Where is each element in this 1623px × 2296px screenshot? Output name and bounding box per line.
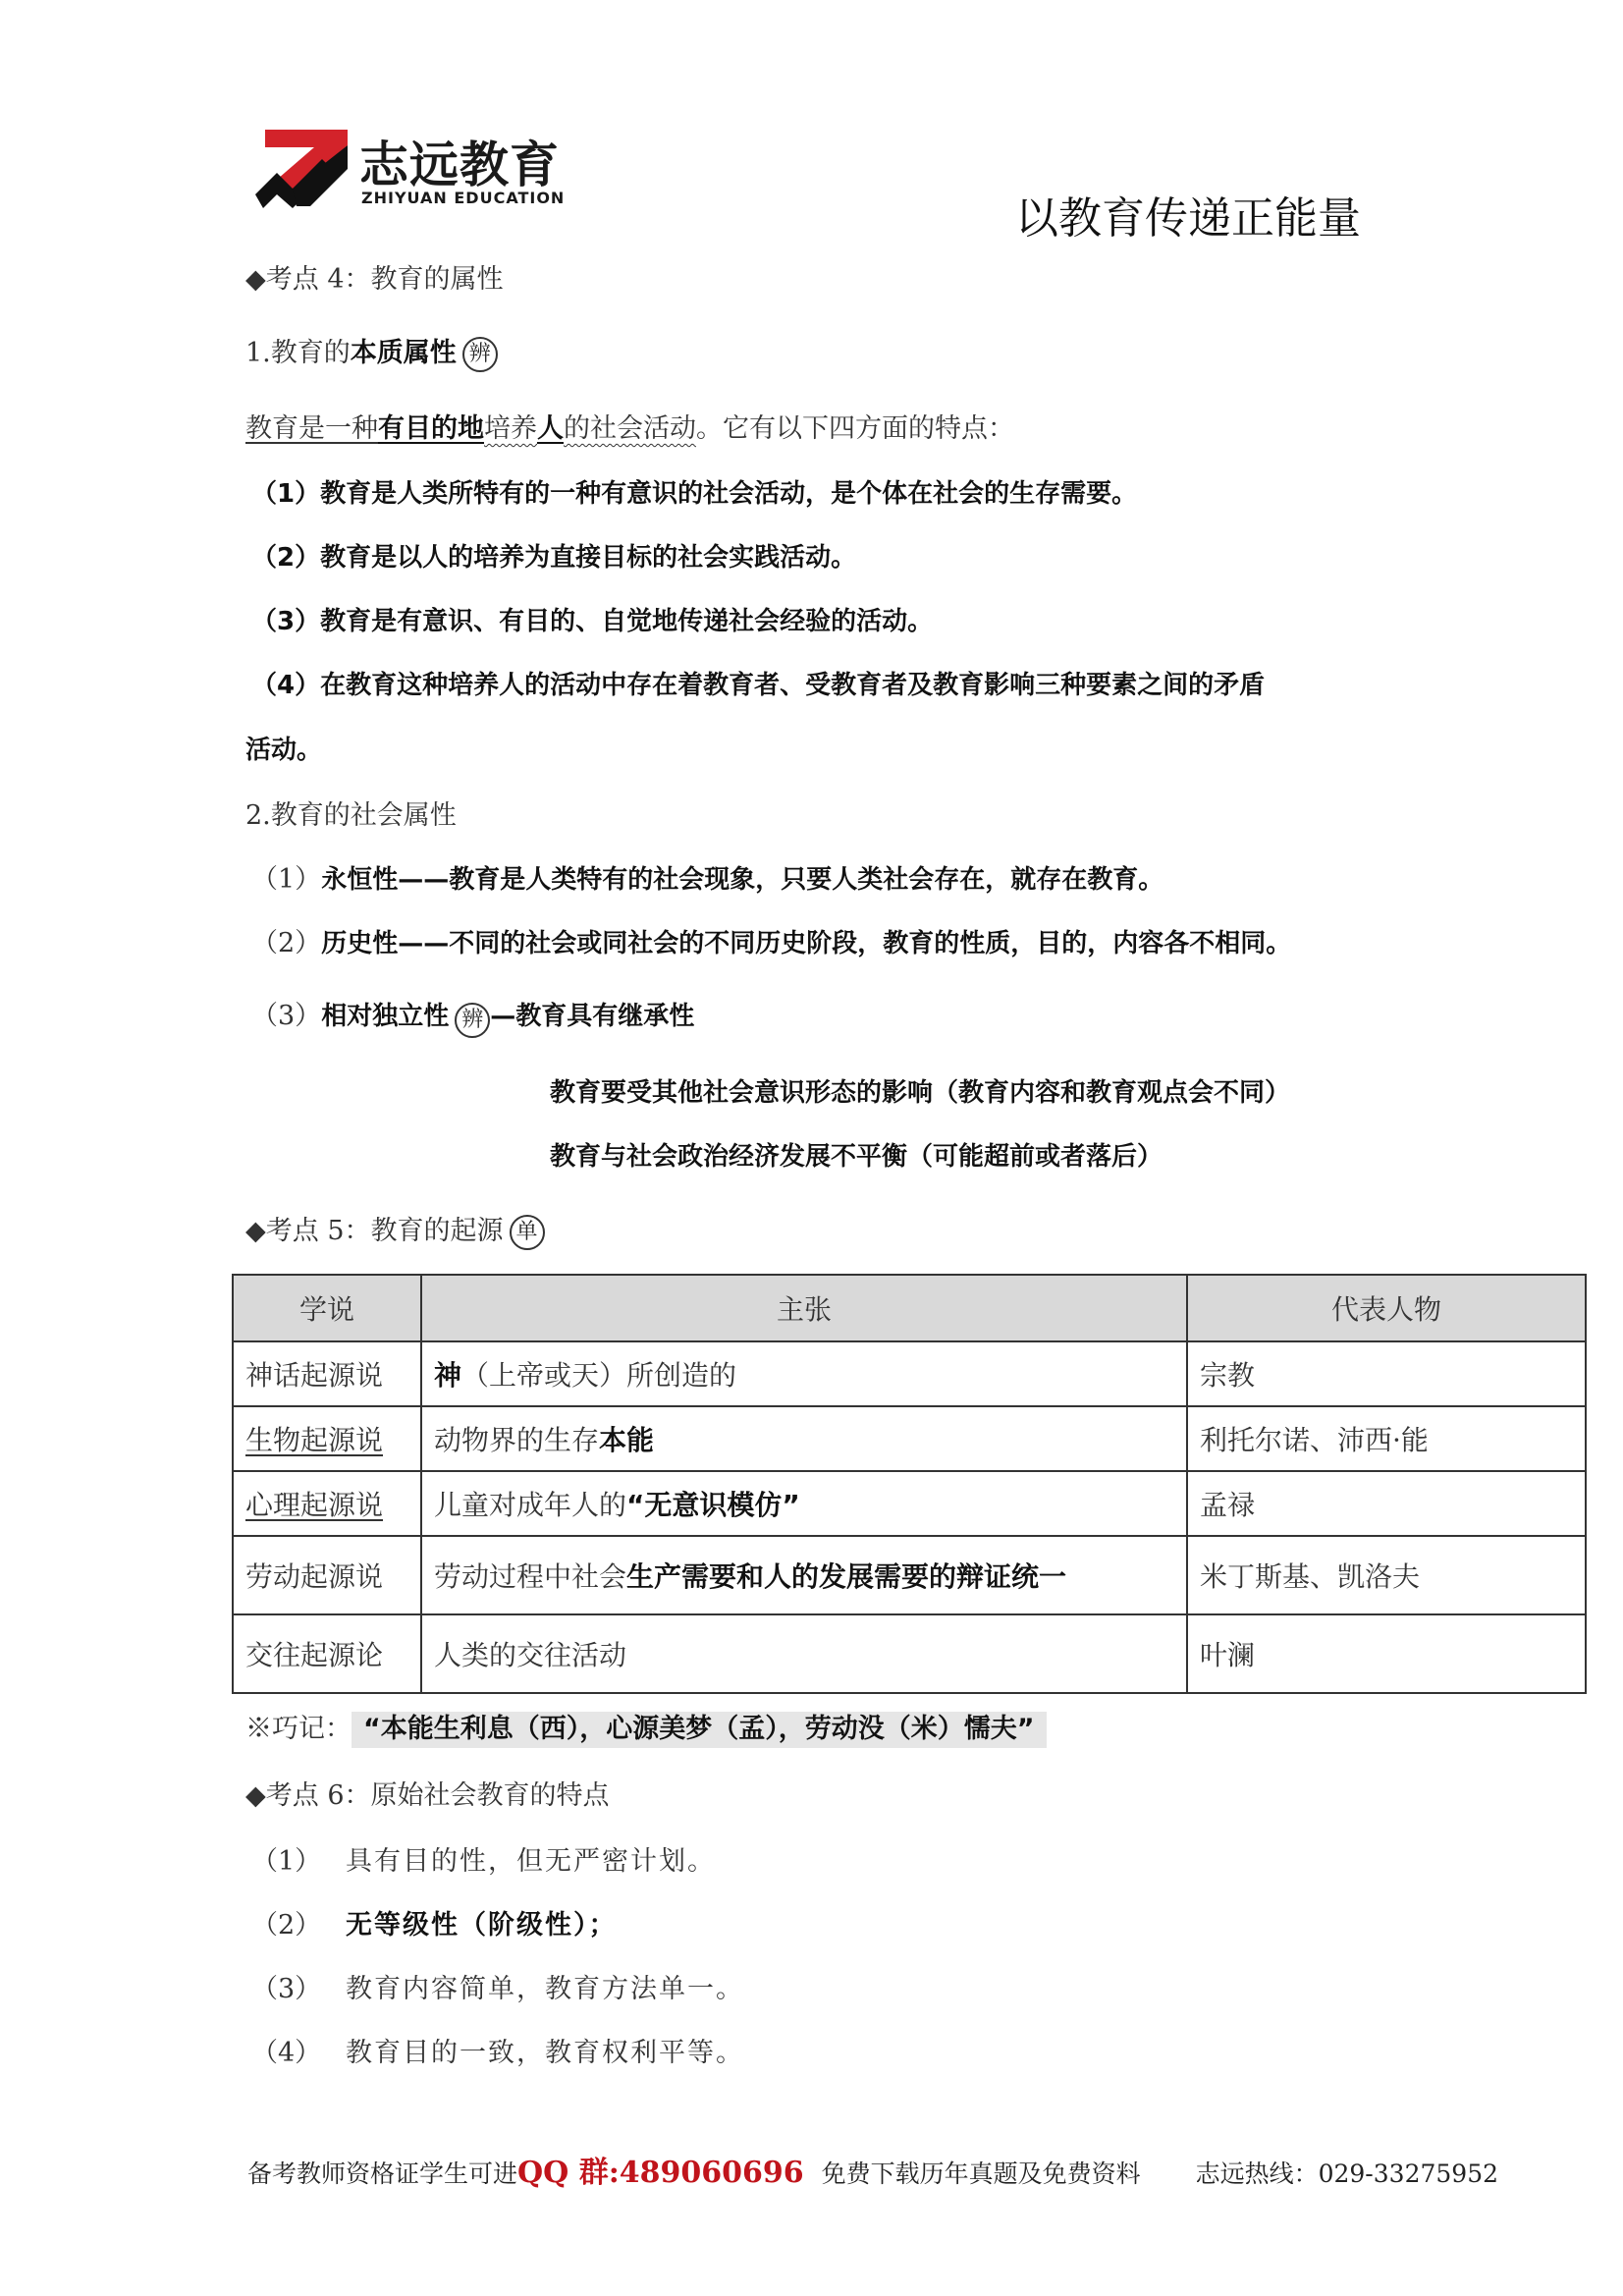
claim-cell	[421, 1536, 1187, 1614]
claim-text: 劳动过程中社会	[434, 1560, 627, 1593]
distinguish-stamp-icon: 辨	[455, 1003, 490, 1038]
def-part-b: 有目的地	[378, 413, 484, 444]
section-4-heading: ◆考点 4：教育的属性	[245, 264, 504, 295]
single-choice-stamp-icon: 单	[510, 1215, 545, 1250]
claim-text: （上帝或天）所创造的	[461, 1359, 737, 1392]
people-cell: 孟禄	[1187, 1471, 1586, 1536]
essence-point-1: （1）教育是人类所特有的一种有意识的社会活动，是个体在社会的生存需要。	[251, 479, 1138, 509]
part1-title-prefix: 1.教育的	[245, 338, 351, 368]
footer-prefix: 备考教师资格证学生可进	[247, 2159, 518, 2188]
item-text: 教育目的一致，教育权利平等。	[346, 2038, 744, 2068]
theory-text: 生物起源说	[245, 1424, 384, 1456]
list-item	[251, 1903, 618, 1941]
distinguish-stamp-icon: 辨	[462, 337, 498, 372]
zhiyuan-logo-icon	[253, 126, 352, 216]
table-header: 代表人物	[1187, 1275, 1586, 1341]
people-cell: 利托尔诺、沛西·能	[1187, 1406, 1586, 1471]
theory-text: 心理起源说	[245, 1489, 384, 1521]
claim-bold: 本能	[599, 1424, 655, 1456]
social-point-1-num: （1）	[251, 864, 322, 895]
slogan: 以教育传递正能量	[1015, 193, 1361, 244]
social-point-3-num: （3）	[251, 1001, 322, 1031]
item-num: （1）	[251, 1846, 322, 1877]
item-text: 具有目的性，但无严密计划。	[346, 1846, 716, 1877]
social-point-1	[251, 857, 1163, 896]
page-footer	[247, 2148, 1498, 2191]
theory-cell: 劳动起源说	[233, 1536, 421, 1614]
brand-name-en: ZHIYUAN EDUCATION	[361, 189, 566, 207]
footer-hotline: 志远热线：029-33275952	[1195, 2159, 1499, 2188]
essence-point-3: （3）教育是有意识、有目的、自觉地传递社会经验的活动。	[251, 607, 934, 636]
claim-text: 动物界的生存	[434, 1424, 600, 1456]
table-row	[233, 1536, 1586, 1614]
table-header: 主张	[421, 1275, 1187, 1341]
memo-text: “本能生利息（西），心源美梦（孟），劳动没（米）懦夫”	[352, 1712, 1047, 1748]
def-part-c: 培养	[484, 413, 537, 444]
claim-bold: 神	[434, 1359, 462, 1392]
table-header: 学说	[233, 1275, 421, 1341]
claim-cell	[421, 1471, 1187, 1536]
def-part-d: 人	[537, 413, 564, 444]
claim-bold: 生产需要和人的发展需要的辩证统一	[626, 1560, 1067, 1593]
social-point-3-sub-2: 教育与社会政治经济发展不平衡（可能超前或者落后）	[550, 1142, 1163, 1172]
list-item	[251, 1839, 716, 1878]
table-row	[233, 1614, 1586, 1693]
def-part-a: 教育是一种	[245, 413, 378, 444]
social-point-3-sub-1: 教育要受其他社会意识形态的影响（教育内容和教育观点会不同）	[550, 1078, 1291, 1108]
essence-point-2: （2）教育是以人的培养为直接目标的社会实践活动。	[251, 543, 857, 573]
education-origin-table	[232, 1274, 1587, 1694]
item-num: （3）	[251, 1974, 322, 2004]
memo-line	[245, 1707, 1047, 1745]
theory-cell: 交往起源论	[233, 1614, 421, 1693]
def-tail: 。它有以下四方面的特点：	[696, 413, 1014, 444]
part1-title-bold: 本质属性	[350, 338, 457, 368]
people-cell: 宗教	[1187, 1341, 1586, 1406]
social-point-2-num: （2）	[251, 928, 322, 958]
claim-bold: “无意识模仿”	[626, 1489, 800, 1521]
footer-middle: 免费下载历年真题及免费资料	[821, 2159, 1141, 2188]
social-point-3-a: 相对独立性	[321, 1002, 450, 1031]
people-cell: 叶澜	[1187, 1614, 1586, 1693]
claim-cell	[421, 1406, 1187, 1471]
social-point-2	[251, 921, 1291, 959]
memo-label: ※巧记：	[245, 1714, 352, 1744]
footer-qq-group: QQ 群:489060696	[517, 2156, 804, 2190]
social-point-2-text: 历史性——不同的社会或同社会的不同历史阶段，教育的性质，目的，内容各不相同。	[321, 929, 1292, 958]
essence-point-4-cont: 活动。	[245, 736, 323, 765]
claim-text: 儿童对成年人的	[434, 1489, 627, 1521]
claim-cell: 人类的交往活动	[421, 1614, 1187, 1693]
essence-definition	[245, 407, 1014, 445]
list-item	[251, 2031, 744, 2069]
item-text: 无等级性（阶级性）；	[346, 1910, 618, 1941]
theory-cell: 神话起源说	[233, 1341, 421, 1406]
table-row	[233, 1471, 1586, 1536]
theory-cell	[233, 1471, 421, 1536]
table-row	[233, 1406, 1586, 1471]
theory-cell	[233, 1406, 421, 1471]
table-row	[233, 1341, 1586, 1406]
def-part-e: 的社会活动	[564, 413, 696, 444]
brand-name: 志远教育	[359, 137, 560, 193]
section-5-heading-text: ◆考点 5：教育的起源	[245, 1216, 504, 1246]
list-item	[251, 1967, 744, 2005]
social-point-1-text: 永恒性——教育是人类特有的社会现象，只要人类社会存在，就存在教育。	[321, 865, 1164, 895]
item-num: （4）	[251, 2038, 322, 2068]
table-header-row	[233, 1275, 1586, 1341]
essence-point-4: （4）在教育这种培养人的活动中存在着教育者、受教育者及教育影响三种要素之间的矛盾	[251, 671, 1266, 700]
social-point-3	[251, 994, 694, 1038]
people-cell: 米丁斯基、凯洛夫	[1187, 1536, 1586, 1614]
claim-cell	[421, 1341, 1187, 1406]
part1-title	[245, 331, 498, 372]
social-point-3-b: —教育具有继承性	[490, 1002, 695, 1031]
item-num: （2）	[251, 1910, 322, 1941]
section-6-heading: ◆考点 6：原始社会教育的特点	[245, 1780, 610, 1811]
item-text: 教育内容简单，教育方法单一。	[346, 1974, 744, 2004]
section-5-heading	[245, 1209, 545, 1250]
part2-title: 2.教育的社会属性	[245, 800, 457, 831]
